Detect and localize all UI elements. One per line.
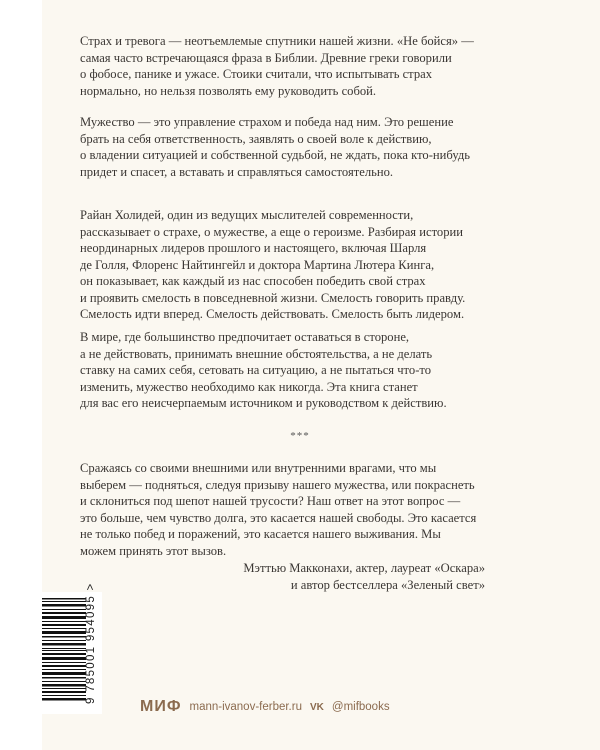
text-line: Мужество — это управление страхом и победа над ним. Это решение [80, 115, 454, 129]
social-handle[interactable]: @mifbooks [331, 701, 390, 713]
publisher-footer [140, 698, 390, 716]
text-line: и проявить смелость в повседневной жизни. Смелость говорить правду. [80, 290, 466, 305]
text-line: можем принять этот вызов. [80, 543, 227, 558]
paragraph-1 [80, 33, 474, 99]
vk-icon: VK [309, 701, 324, 713]
text-line: Райан Холидей, один из ведущих мыслителей современности, [80, 208, 414, 222]
text-line: а не действовать, принимать внешние обстоятельства, а не делать [80, 346, 433, 361]
text-line: Смелость идти вперед. Смелость действовать. Смелость быть лидером. [80, 307, 465, 321]
text-line: В мире, где большинство предпочитает оставаться в стороне, [80, 330, 410, 344]
text-line: Мэттью Макконахи, актер, лауреат «Оскара» [243, 561, 485, 575]
text-line: для вас его неисчерпаемым источником и руководством к действию. [80, 396, 447, 410]
text-line: самая часто встречающаяся фраза в Библии. Древние греки говорили [80, 50, 452, 65]
website-link[interactable]: mann-ivanov-ferber.ru [189, 701, 302, 713]
text-line: он показывает, как каждый из нас способен победить свой страх [80, 274, 426, 288]
quote [80, 460, 476, 559]
barcode-bars [42, 598, 86, 702]
text-line: и автор бестселлера «Зеленый свет» [290, 577, 485, 592]
text-line: рассказывает о страхе, о мужестве, а еще о героизме. Разбирая истории [80, 224, 463, 239]
text-line: не только побед и поражений, это касается нашего выживания. Мы [80, 527, 441, 541]
text-line: де Голля, Флоренс Найтингейл и доктора Мартина Лютера Кинга, [80, 257, 435, 272]
text-line: и склониться под шепот нашей трусости? Наш ответ на этот вопрос — [80, 494, 461, 508]
paragraph-4 [80, 329, 447, 412]
text-line: это больше, чем чувство долга, это касается нашей свободы. Это касается [80, 510, 477, 525]
barcode [42, 582, 102, 714]
text-line: изменить, мужество необходимо как никогда. Эта книга станет [80, 379, 418, 394]
text-line: о фобосе, панике и ужасе. Стоики считали, что испытывать страх [80, 67, 433, 81]
section-separator: *** [290, 430, 310, 442]
text-line: Сражаясь со своими внешними или внутренними врагами, что мы [80, 461, 437, 475]
quote-attribution [243, 560, 485, 593]
text-line: ставку на самих себя, сетовать на ситуацию, а не пытаться что-то [80, 363, 432, 377]
text-line: о владении ситуацией и собственной судьбой, не ждать, пока кто-нибудь [80, 148, 470, 162]
text-line: брать на себя ответственность, заявлять о своей воле к действию, [80, 131, 432, 146]
text-line: придет и спасет, а вставать и справляться самостоятельно. [80, 164, 394, 179]
paragraph-3 [80, 207, 465, 323]
text-line: Страх и тревога — неотъемлемые спутники нашей жизни. «Не бойся» — [80, 34, 474, 48]
paragraph-2 [80, 114, 470, 180]
text-line: неординарных лидеров прошлого и настоящего, включая Шарля [80, 241, 427, 255]
publisher-logo: МИФ [140, 698, 182, 715]
text-line: нормально, но нельзя позволять ему руководить собой. [80, 83, 377, 98]
isbn-number: 9 785001 954095 > [85, 582, 97, 704]
text-line: выберем — подняться, следуя призыву нашего мужества, или покраснеть [80, 477, 475, 492]
